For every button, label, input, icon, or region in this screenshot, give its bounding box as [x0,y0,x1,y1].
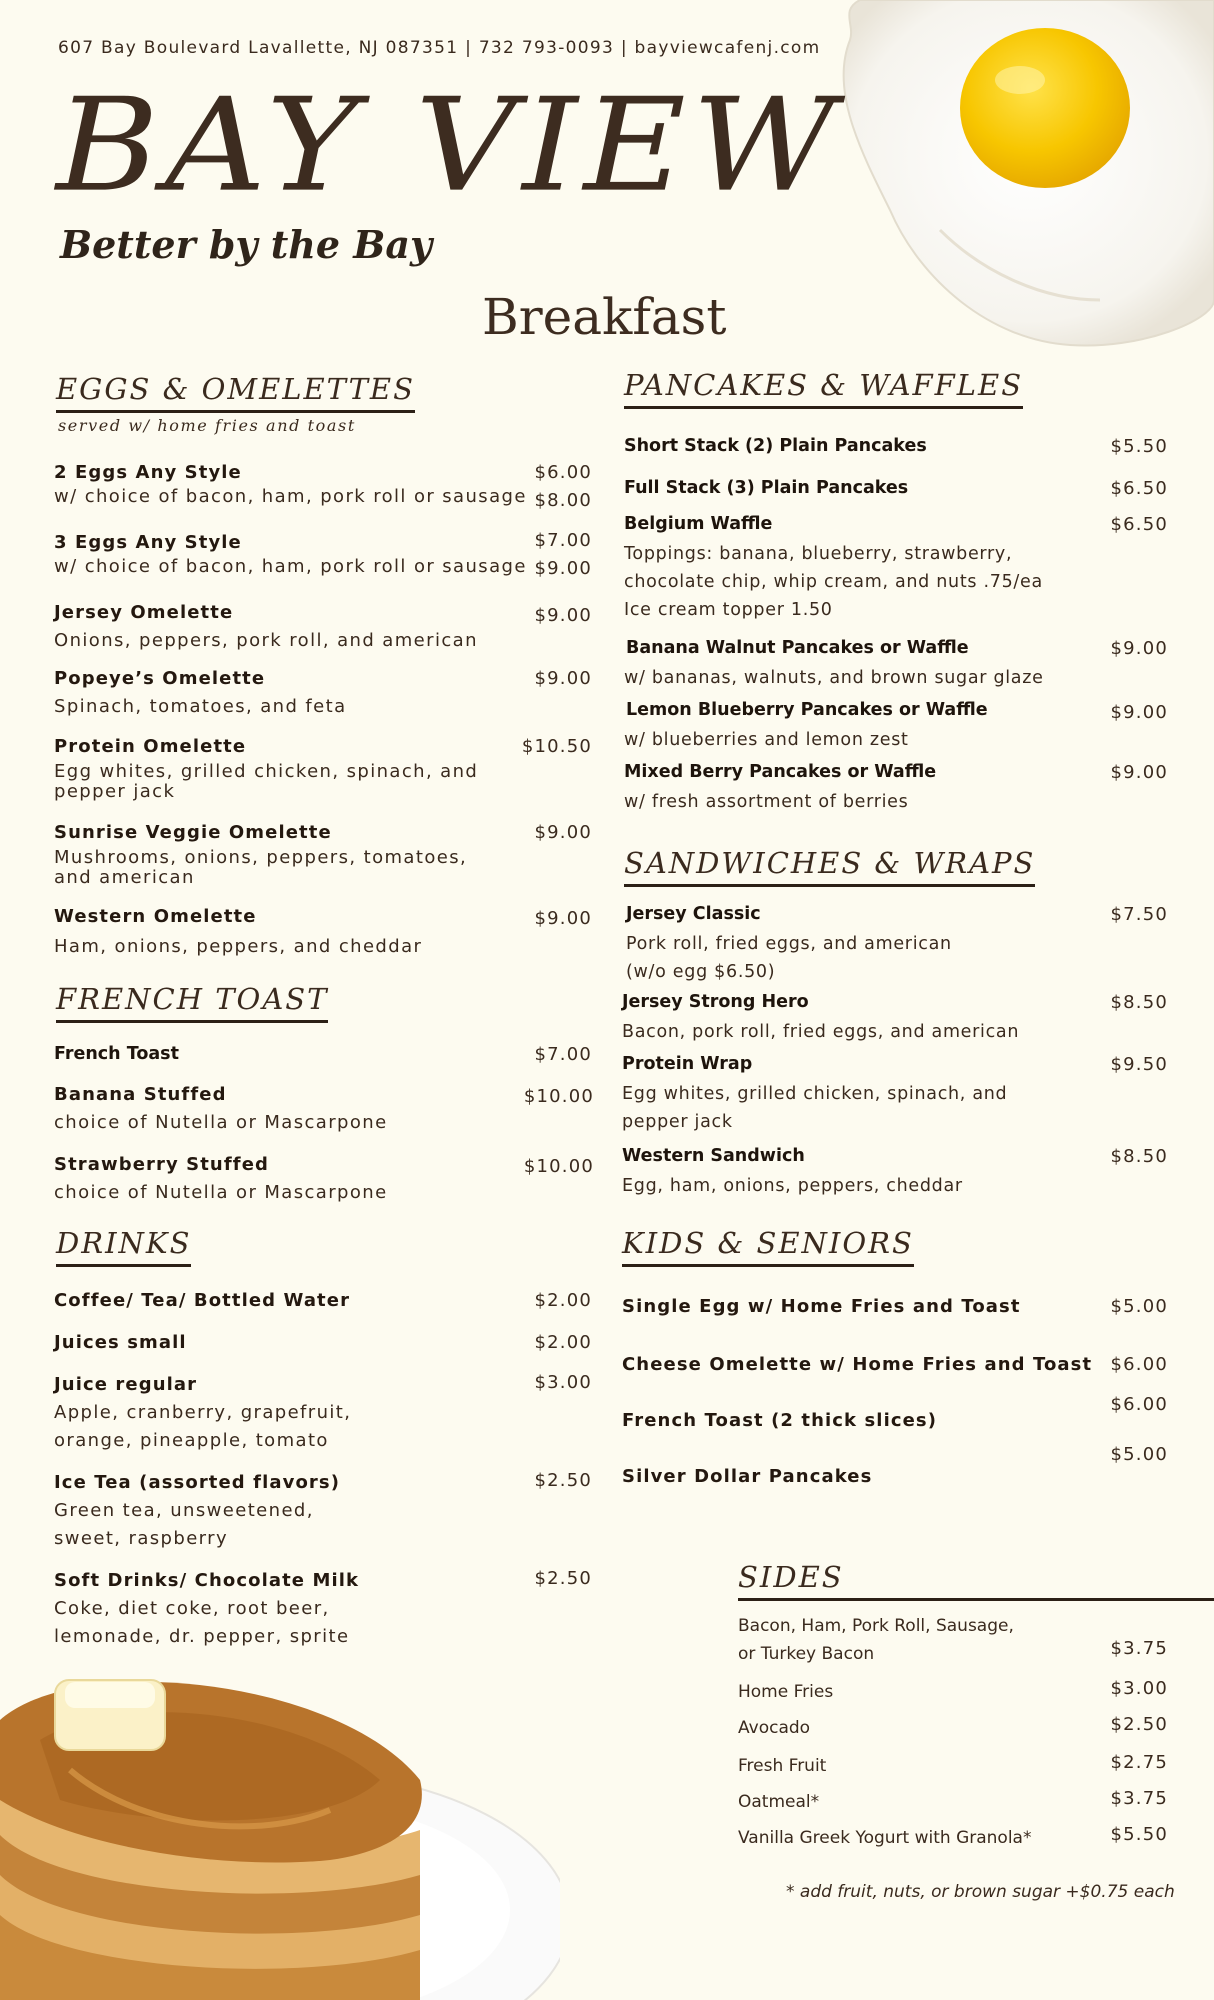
tagline: Better by the Bay [60,222,433,267]
menu-item-desc: Egg, ham, onions, peppers, cheddar [622,1176,963,1196]
menu-item-name: Soft Drinks/ Chocolate Milk [54,1570,360,1591]
side-item-name: Fresh Fruit [738,1756,827,1776]
menu-item-desc: lemonade, dr. pepper, sprite [54,1626,350,1647]
menu-item-price: $9.00 [1110,762,1168,783]
menu-item-price: $9.00 [1110,702,1168,723]
menu-item-desc: Toppings: banana, blueberry, strawberry, [624,544,1013,564]
menu-item-price: $3.00 [534,1372,592,1393]
menu-item-name: Full Stack (3) Plain Pancakes [624,478,909,498]
menu-item-desc: Spinach, tomatoes, and feta [54,696,347,717]
section-title-sides: SIDES [738,1560,844,1594]
menu-item-name: Protein Wrap [622,1054,753,1074]
menu-item-price: $5.00 [1110,1444,1168,1465]
menu-item-name: Protein Omelette [54,736,247,757]
menu-item-name: Western Sandwich [622,1146,805,1166]
menu-item-name: 2 Eggs Any Style [54,462,242,483]
menu-item-name: Silver Dollar Pancakes [622,1466,873,1487]
menu-item-desc: Green tea, unsweetened, [54,1500,314,1521]
side-item-price: $3.75 [1110,1638,1168,1659]
menu-item-name: French Toast (2 thick slices) [622,1410,938,1431]
side-item-price: $5.50 [1110,1824,1168,1845]
menu-item-name: Banana Stuffed [54,1084,227,1105]
menu-item-name: Juice regular [54,1374,198,1395]
menu-item-price: $9.00 [534,558,592,579]
menu-item-price: $8.00 [534,490,592,511]
menu-item-name: Coffee/ Tea/ Bottled Water [54,1290,351,1311]
menu-item-price: $9.00 [534,822,592,843]
menu-item-price: $9.00 [534,908,592,929]
section-title-kids: KIDS & SENIORS [622,1226,914,1267]
menu-item-price: $6.50 [1110,514,1168,535]
menu-item-price: $7.00 [534,530,592,551]
menu-item-name: Jersey Classic [626,904,761,924]
menu-item-price: $2.50 [534,1568,592,1589]
menu-item-desc: Egg whites, grilled chicken, spinach, and [622,1084,1008,1104]
menu-item-price: $9.00 [534,605,592,626]
menu-item-price: $7.50 [1110,904,1168,925]
side-item-name: Home Fries [738,1682,834,1702]
menu-item-price: $6.00 [534,462,592,483]
menu-item-desc: Ice cream topper 1.50 [624,600,833,620]
side-item-price: $2.50 [1110,1714,1168,1735]
eggs-note: served w/ home fries and toast [58,416,356,435]
menu-item-name: Jersey Omelette [54,602,234,623]
menu-item-price: $8.50 [1110,1146,1168,1167]
fried-egg-image [820,0,1214,360]
menu-item-desc: Onions, peppers, pork roll, and american [54,630,478,651]
menu-item-name: Jersey Strong Hero [622,992,809,1012]
side-item-price: $3.00 [1110,1678,1168,1699]
menu-item-price: $10.00 [523,1156,594,1177]
menu-item-desc: choice of Nutella or Mascarpone [54,1112,388,1133]
menu-item-name: Short Stack (2) Plain Pancakes [624,436,927,456]
section-title-eggs: EGGS & OMELETTES [56,372,415,413]
menu-item-desc: w/ choice of bacon, ham, pork roll or sausage [54,486,527,507]
menu-item-desc: Pork roll, fried eggs, and american [626,934,952,954]
menu-item-desc: choice of Nutella or Mascarpone [54,1182,388,1203]
menu-item-name: Single Egg w/ Home Fries and Toast [622,1296,1021,1317]
menu-item-name: Belgium Waffle [624,514,773,534]
menu-item-name: Cheese Omelette w/ Home Fries and Toast [622,1354,1093,1375]
menu-item-desc: sweet, raspberry [54,1528,229,1549]
menu-item-price: $6.50 [1110,478,1168,499]
menu-item-price: $8.50 [1110,992,1168,1013]
menu-item-name: Mixed Berry Pancakes or Waffle [624,762,937,782]
menu-item-desc: chocolate chip, whip cream, and nuts .75/ea [624,572,1043,592]
menu-item-name: Western Omelette [54,906,257,927]
sides-footnote: * add fruit, nuts, or brown sugar +$0.75 each [786,1882,1175,1902]
section-title-french-toast: FRENCH TOAST [56,982,328,1023]
section-title-pancakes: PANCAKES & WAFFLES [624,368,1023,409]
menu-item-desc: Egg whites, grilled chicken, spinach, and pepper jack [54,761,479,802]
meal-title: Breakfast [482,288,727,346]
side-item-name: Oatmeal* [738,1792,820,1812]
sides-header [738,1560,1214,1601]
menu-item-price: $10.50 [521,736,592,757]
menu-item-price: $5.50 [1110,436,1168,457]
menu-item-name: Banana Walnut Pancakes or Waffle [626,638,969,658]
menu-item-name: Juices small [54,1332,187,1353]
menu-item-price: $5.00 [1110,1296,1168,1317]
side-item-name: Vanilla Greek Yogurt with Granola* [738,1828,1032,1848]
menu-item-desc: orange, pineapple, tomato [54,1430,329,1451]
menu-item-desc: Ham, onions, peppers, and cheddar [54,936,423,957]
menu-item-price: $9.50 [1110,1054,1168,1075]
brand-title: BAY VIEW [56,70,842,221]
menu-item-desc: pepper jack [622,1112,733,1132]
menu-item-desc: (w/o egg $6.50) [626,962,776,982]
pancake-stack-image [0,1660,560,2000]
menu-item-price: $6.00 [1110,1394,1168,1415]
side-item-name: Avocado [738,1718,811,1738]
menu-item-desc: Mushrooms, onions, peppers, tomatoes, and american [54,847,468,888]
menu-item-name: French Toast [54,1044,179,1064]
menu-item-name: Popeye’s Omelette [54,668,266,689]
side-item-price: $2.75 [1110,1752,1168,1773]
menu-item-desc: w/ blueberries and lemon zest [624,730,909,750]
menu-item-desc: Bacon, pork roll, fried eggs, and american [622,1022,1020,1042]
side-item-name: Bacon, Ham, Pork Roll, Sausage, [738,1616,1014,1636]
menu-item-price: $2.00 [534,1332,592,1353]
side-item-price: $3.75 [1110,1788,1168,1809]
section-title-drinks: DRINKS [56,1226,191,1267]
menu-item-desc: w/ fresh assortment of berries [624,792,909,812]
menu-item-name: Sunrise Veggie Omelette [54,822,332,843]
menu-item-price: $9.00 [534,668,592,689]
contact-line: 607 Bay Boulevard Lavallette, NJ 087351 | 732 793-0093 | bayviewcafenj.com [58,38,821,58]
menu-item-desc: w/ choice of bacon, ham, pork roll or sausage [54,556,527,577]
section-title-sandwiches: SANDWICHES & WRAPS [624,846,1035,887]
menu-item-price: $10.00 [523,1086,594,1107]
menu-item-price: $6.00 [1110,1354,1168,1375]
menu-item-name: 3 Eggs Any Style [54,532,242,553]
menu-item-name: Ice Tea (assorted flavors) [54,1472,341,1493]
menu-item-price: $2.50 [534,1470,592,1491]
menu-item-name: Lemon Blueberry Pancakes or Waffle [626,700,988,720]
menu-item-desc: Apple, cranberry, grapefruit, [54,1402,352,1423]
side-item-name: or Turkey Bacon [738,1644,875,1664]
menu-item-name: Strawberry Stuffed [54,1154,270,1175]
menu-item-desc: w/ bananas, walnuts, and brown sugar glaze [624,668,1044,688]
menu-item-price: $7.00 [534,1044,592,1065]
menu-item-price: $2.00 [534,1290,592,1311]
menu-item-price: $9.00 [1110,638,1168,659]
menu-item-desc: Coke, diet coke, root beer, [54,1598,330,1619]
